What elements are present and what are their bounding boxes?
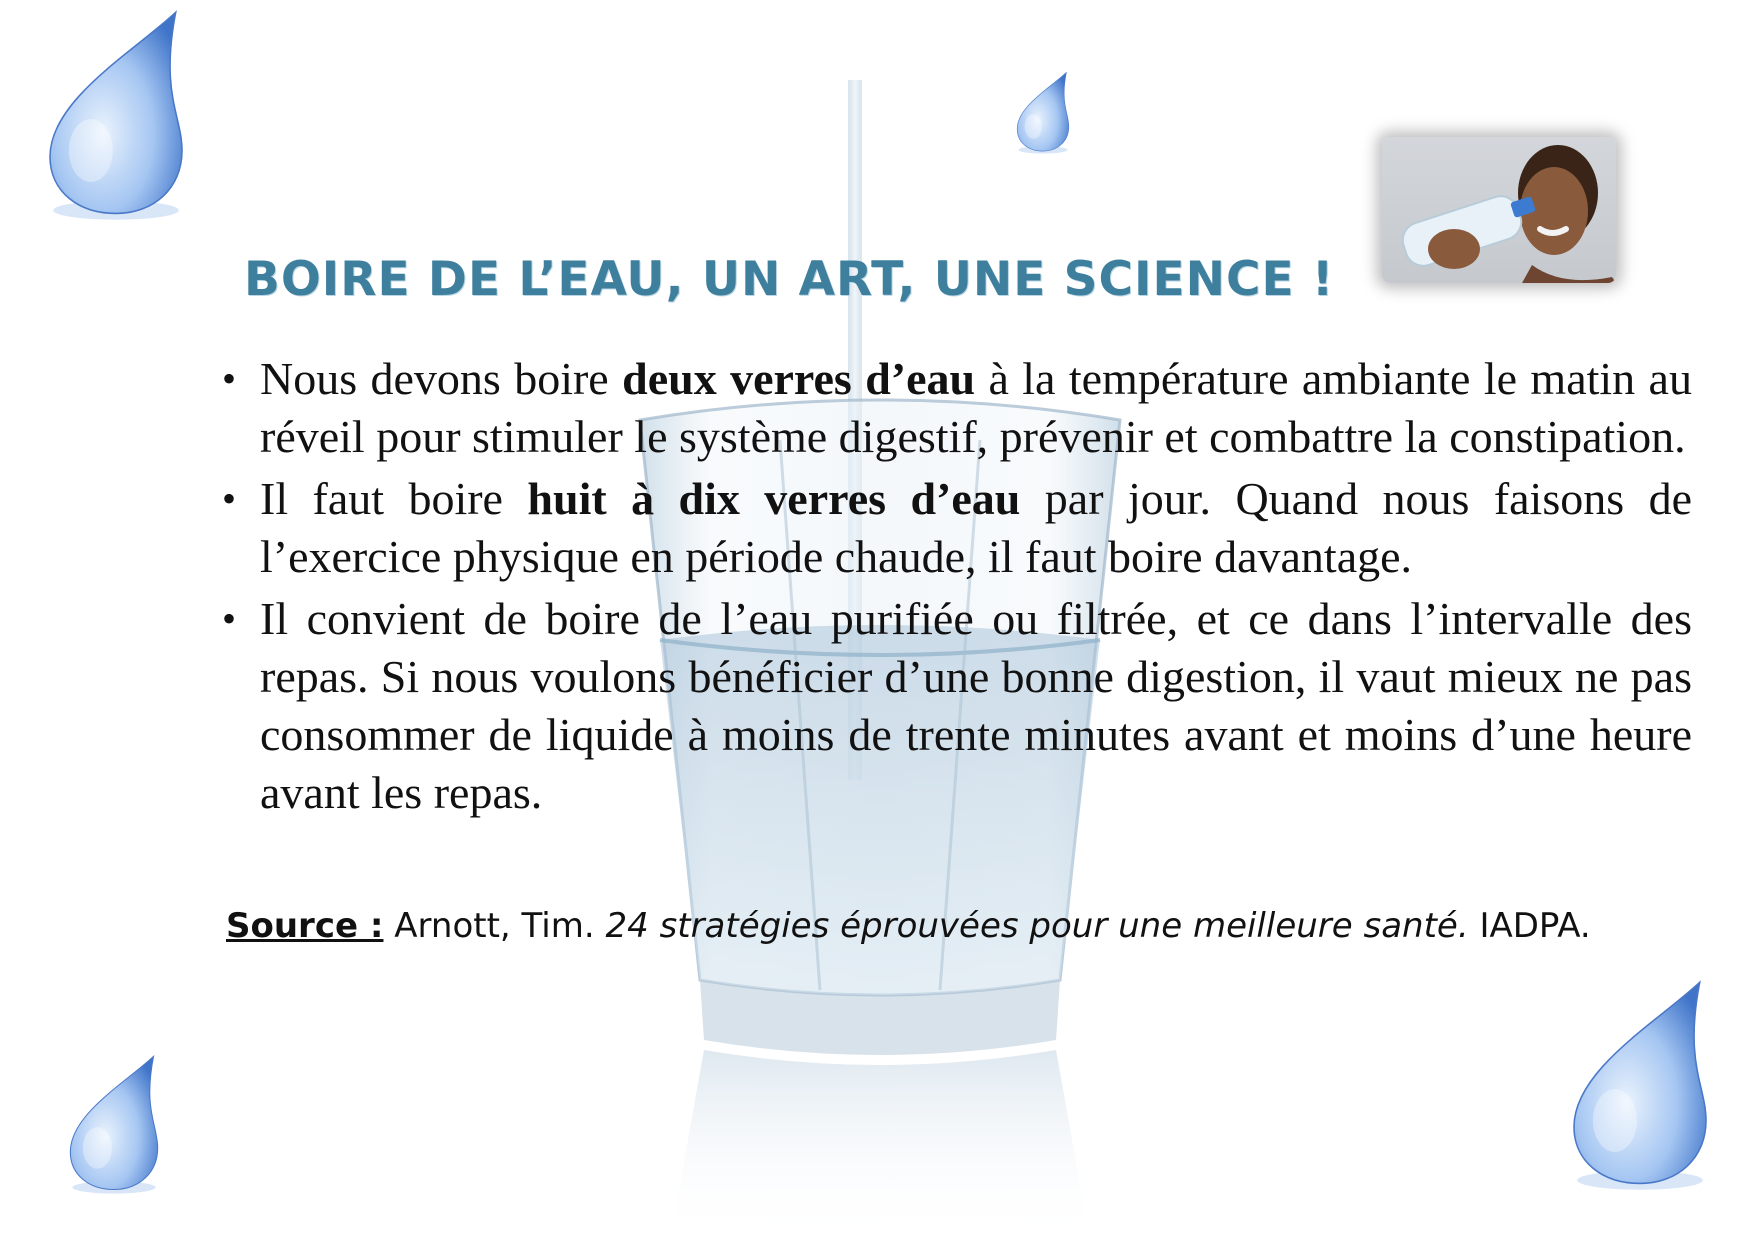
- water-drop-icon: [1012, 70, 1074, 156]
- water-drop-icon: [1560, 976, 1720, 1196]
- water-drop-icon: [62, 1050, 166, 1200]
- bullet-text: Nous devons boire: [260, 353, 623, 404]
- source-author: Arnott, Tim.: [383, 906, 606, 946]
- bullet-icon: •: [222, 596, 237, 641]
- list-item: [222, 470, 1692, 586]
- bullet-text: Il faut boire: [260, 473, 528, 524]
- woman-drinking-illustration: [1382, 137, 1616, 283]
- bullet-emphasis: deux verres d’eau: [622, 353, 976, 404]
- bullet-text: par jour. Quand nous faisons de l’exercice physique en période chaude, il faut boire davantage.: [260, 473, 1692, 582]
- page-title: BOIRE DE L’EAU, UN ART, UNE SCIENCE !: [244, 252, 1335, 307]
- bullet-icon: •: [222, 476, 237, 521]
- bullet-icon: •: [222, 356, 237, 401]
- bullet-text: à la température ambiante le matin au réveil pour stimuler le système digestif, prévenir et combattre la constipation.: [260, 353, 1692, 462]
- source-publisher: IADPA.: [1468, 906, 1591, 946]
- woman-drinking-photo: [1382, 137, 1616, 283]
- advice-list: [222, 350, 1692, 826]
- bullet-text: Il convient de boire de l’eau purifiée ou filtrée, et ce dans l’intervalle des repas. Si nous voulons bénéficier d’une bonne digestion, il vaut mieux ne pas consommer de liquide à moins de trente minutes avant et moins d’une heure avant les repas.: [260, 593, 1692, 818]
- source-label: Source :: [226, 906, 384, 946]
- list-item: [222, 590, 1692, 822]
- water-drop-icon: [36, 6, 196, 226]
- source-book-title: 24 stratégies éprouvées pour une meilleure santé.: [605, 906, 1469, 946]
- source-citation: [226, 906, 1591, 946]
- bullet-emphasis: huit à dix verres d’eau: [527, 473, 1021, 524]
- list-item: [222, 350, 1692, 466]
